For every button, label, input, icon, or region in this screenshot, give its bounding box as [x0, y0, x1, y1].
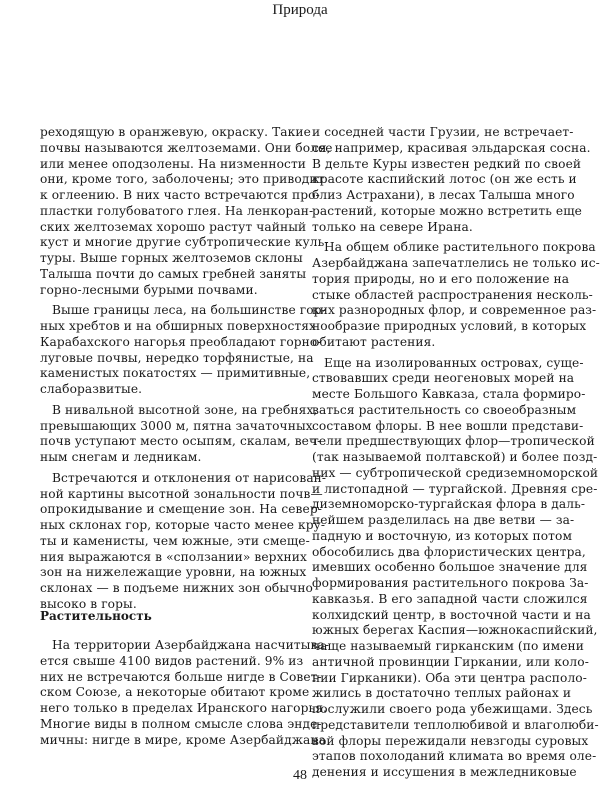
text-line: к оглеению. В них часто встречаются про-: [40, 188, 320, 202]
text-line: Еще на изолированных островах, суще-: [324, 355, 584, 370]
section-heading: Растительность: [40, 609, 152, 623]
text-line: ных склонах гор, которые часто менее кру-: [40, 518, 326, 532]
text-line: Талыша почти до самых гребней заняты: [40, 266, 307, 281]
text-line: На территории Азербайджана насчитыва-: [52, 638, 330, 652]
text-line: склонах — в подъеме нижних зон обычно: [40, 581, 313, 595]
text-line: мичны: нигде в мире, кроме Азербайджана: [40, 732, 326, 747]
page-number: 48: [293, 768, 307, 783]
text-line: почв уступают место осыпям, скалам, веч-: [40, 434, 322, 449]
text-line: близ Астрахани), в лесах Талыша много: [312, 188, 575, 202]
text-line: этапов похолоданий климата во время оле-: [312, 749, 597, 764]
text-line: диземноморско-тургайская флора в даль-: [312, 497, 586, 512]
text-line: туры. Выше горных желтоземов склоны: [40, 251, 303, 265]
text-line: обособились два флористических центра,: [312, 544, 586, 559]
text-line: Встречаются и отклонения от нарисован-: [52, 470, 327, 485]
text-line: чаще называемый гирканским (по имени: [312, 639, 584, 653]
text-line: ваться растительность со своеобразным: [312, 402, 577, 417]
text-line: жились в достаточно теплых районах и: [312, 686, 572, 701]
text-line: нии Гирканики). Оба эти центра располо-: [312, 670, 587, 685]
text-line: античной провинции Гиркании, или коло-: [312, 654, 589, 669]
text-line: ся, например, красивая эльдарская сосна.: [312, 140, 591, 155]
text-line: и соседней части Грузии, не встречает-: [312, 125, 574, 139]
text-line: ствовавших среди неогеновых морей на: [312, 371, 575, 386]
text-line: вой флоры пережидали невзгоды суровых: [312, 733, 589, 748]
text-line: денения и иссушения в межледниковые: [312, 765, 577, 779]
text-line: них не встречаются больше нигде в Совет-: [40, 669, 322, 684]
text-line: высоко в горы.: [40, 596, 137, 611]
text-line: южных берегах Каспия—южнокаспийский,: [312, 623, 598, 638]
text-line: и листопадной — тургайской. Древняя сре-: [312, 481, 598, 496]
text-line: тория природы, но и его положение на: [312, 271, 570, 286]
text-line: В дельте Куры известен редкий по своей: [312, 156, 582, 171]
text-line: пластки голубоватого глея. На ленкоран-: [40, 203, 314, 218]
text-line: месте Большого Кавказа, стала формиро-: [312, 387, 586, 401]
text-line: В нивальной высотной зоне, на гребнях,: [52, 402, 318, 417]
text-line: составом флоры. В нее вошли представи-: [312, 418, 584, 433]
text-line: или менее оподзолены. На низменности: [40, 156, 307, 171]
text-line: опрокидывание и смещение зон. На север-: [40, 502, 322, 517]
paragraph: [312, 240, 600, 350]
text-line: нообразие природных условий, в которых: [312, 319, 587, 333]
text-line: слаборазвитые.: [40, 382, 143, 396]
text-line: луговые почвы, нередко торфянистые, на: [40, 350, 314, 365]
text-line: Выше границы леса, на большинстве гор-: [52, 303, 326, 318]
text-line: ких разнородных флор, и современное раз-: [312, 303, 597, 318]
text-line: кавказья. В его западной части сложился: [312, 591, 588, 606]
text-line: формирования растительного покрова За-: [312, 576, 589, 590]
paragraph: [40, 638, 330, 748]
text-line: превышающих 3000 м, пятна зачаточных: [40, 418, 313, 433]
text-line: куст и многие другие субтропические куль-: [40, 235, 329, 250]
text-line: ных хребтов и на обширных поверхностях: [40, 319, 316, 333]
text-line: растений, которые можно встретить еще: [312, 203, 582, 218]
text-line: На общем облике растительного покрова: [324, 240, 596, 255]
text-line: ется свыше 4100 видов растений. 9% из: [40, 653, 304, 668]
text-line: имевших особенно большое значение для: [312, 560, 588, 575]
text-line: ских желтоземах хорошо растут чайный: [40, 219, 307, 234]
text-line: Азербайджана запечатлелись не только ис-: [312, 256, 600, 270]
text-line: нейшем разделилась на две ветви — за-: [312, 513, 575, 527]
text-line: Многие виды в полном смысле слова энде-: [40, 716, 322, 731]
text-line: послужили своего рода убежищами. Здесь: [312, 702, 593, 716]
text-line: только на севере Ирана.: [312, 219, 473, 234]
text-line: реходящую в оранжевую, окраску. Такие: [40, 125, 311, 139]
text-line: почвы называются желтоземами. Они более: [40, 140, 333, 155]
left-column-bottom: [40, 638, 330, 748]
paragraph: [312, 355, 599, 781]
text-line: представители теплолюбивой и влаголюби-: [312, 717, 599, 732]
paragraph: [312, 125, 591, 235]
text-line: горно-лесными бурыми почвами.: [40, 282, 258, 297]
text-line: ском Союзе, а некоторые обитают кроме: [40, 685, 310, 700]
paragraph: [40, 303, 326, 398]
text-line: ным снегам и ледникам.: [40, 450, 202, 464]
text-line: стыке областей распространения несколь-: [312, 287, 593, 302]
text-line: падную и восточную, из которых потом: [312, 528, 573, 543]
text-line: ния выражаются в «сползании» верхних: [40, 549, 307, 564]
text-line: (так называемой полтавской) и более позд-: [312, 450, 598, 464]
right-column: [312, 125, 600, 781]
text-line: зон на нижележащие уровни, на южных: [40, 565, 307, 580]
text-line: колхидский центр, в восточной части и на: [312, 607, 591, 622]
text-line: они, кроме того, заболочены; это приводит: [40, 172, 325, 187]
text-line: тели предшествующих флор—тропической: [312, 434, 595, 449]
running-head: Природа: [272, 2, 328, 18]
paragraph: [40, 125, 333, 298]
text-line: обитают растения.: [312, 334, 436, 349]
text-line: ной картины высотной зональности почв—: [40, 486, 323, 501]
text-line: ты и каменисты, чем южные, эти смеще-: [40, 533, 310, 548]
text-line: каменистых покатостях — примитивные,: [40, 366, 311, 381]
text-line: него только в пределах Иранского нагорья.: [40, 701, 327, 715]
paragraph: [40, 402, 322, 466]
text-line: Карабахского нагорья преобладают горно-: [40, 334, 322, 349]
text-line: красоте каспийский лотос (он же есть и: [312, 172, 577, 187]
text-line: них — субтропической средиземноморской: [312, 465, 599, 480]
left-column: [40, 125, 333, 613]
paragraph: [40, 470, 327, 613]
